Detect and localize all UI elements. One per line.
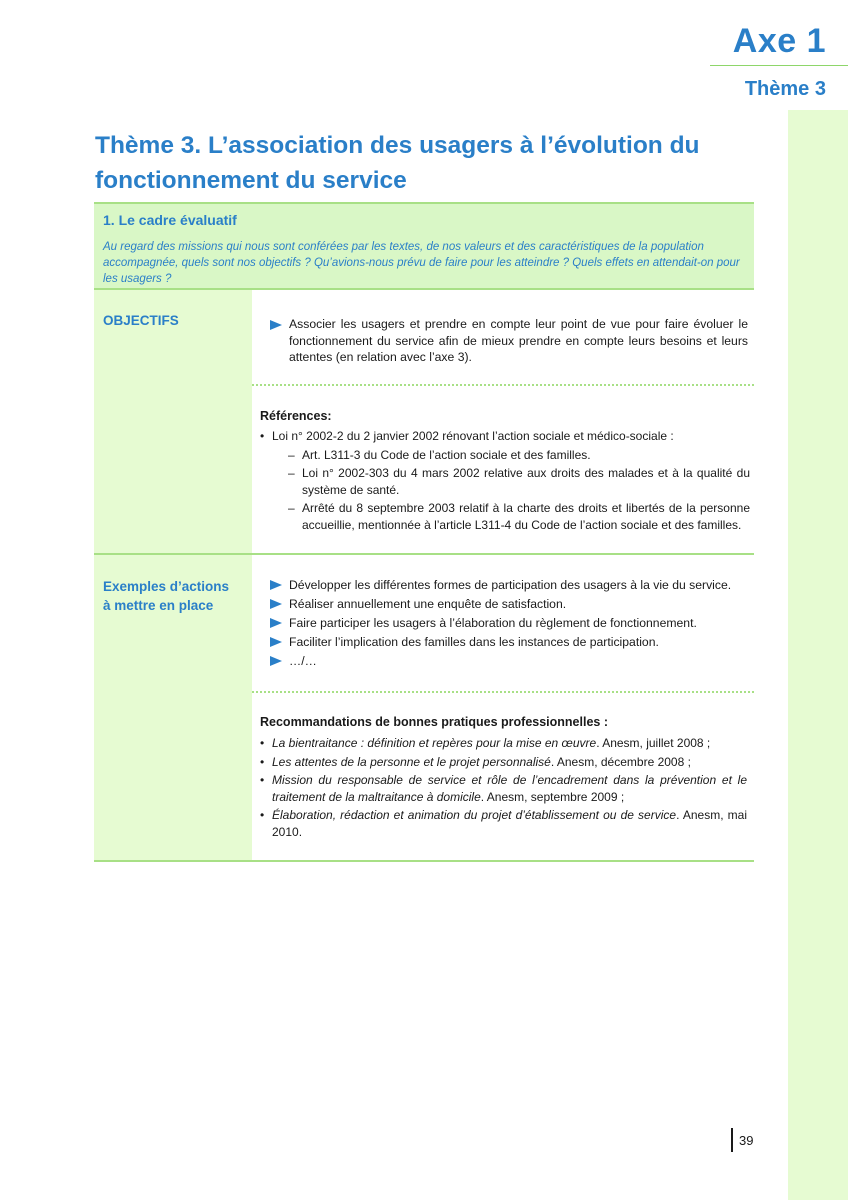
objectif-item xyxy=(270,316,748,366)
reference-main: • Loi n° 2002-2 du 2 janvier 2002 rénovant l’action sociale et médico-sociale : xyxy=(260,429,674,443)
reference-sub-item: – Art. L311-3 du Code de l’action sociale et des familles. xyxy=(288,447,591,462)
recommandation-title: Élaboration, rédaction et animation du projet d’établissement ou de service xyxy=(272,808,677,822)
exemple-text: Faire participer les usagers à l’élaboration du règlement de fonctionnement. xyxy=(289,616,697,630)
recommandation-source: . Anesm, juillet 2008 ; xyxy=(596,736,711,750)
recommandation-title: Les attentes de la personne et le projet personnalisé xyxy=(272,754,551,769)
page-number: 39 xyxy=(739,1133,754,1148)
recommandation-item xyxy=(260,807,747,840)
arrow-bullet-icon xyxy=(270,637,282,647)
references-list xyxy=(260,428,750,535)
recommandations-list xyxy=(260,735,747,842)
reference-sub-text: Loi n° 2002-303 du 4 mars 2002 relative aux droits des malades et à la qualité du système de santé. xyxy=(302,466,750,497)
side-strip xyxy=(788,110,848,1200)
objectifs-label: OBJECTIFS xyxy=(103,313,179,328)
table-bottom-border xyxy=(94,860,754,862)
exemples-label-line2: à mettre en place xyxy=(103,598,214,613)
exemple-item xyxy=(270,614,748,633)
page-number-bar xyxy=(731,1128,733,1152)
exemple-item xyxy=(270,652,748,671)
arrow-bullet-icon xyxy=(270,580,282,590)
recommandation-title: Mission du responsable de service et rôle de l’encadrement dans la prévention et le traitement de la maltraitance à domicile xyxy=(272,773,747,804)
reference-sub-text: Art. L311-3 du Code de l’action sociale et des familles. xyxy=(302,447,591,462)
exemple-text: …/… xyxy=(289,654,317,668)
recommandation-item xyxy=(260,754,747,771)
recommandation-item xyxy=(260,735,747,752)
axe-heading: Axe 1 xyxy=(732,22,826,60)
section-divider xyxy=(94,553,754,555)
recommandation-source: . Anesm, septembre 2009 ; xyxy=(480,789,625,804)
arrow-bullet-icon xyxy=(270,618,282,628)
dotted-divider xyxy=(252,691,754,693)
recommandation-item xyxy=(260,772,747,805)
arrow-bullet-icon xyxy=(270,320,282,330)
reference-sub-text: Arrêté du 8 septembre 2003 relatif à la charte des droits et libertés de la personne accueillie, mentionnée à l’article L311-4 du Code de l’action sociale et des familles. xyxy=(302,501,750,532)
exemples-label-line1: Exemples d’actions xyxy=(103,579,230,594)
page-title: Thème 3. L’association des usagers à l’évolution du fonctionnement du service xyxy=(95,132,700,194)
objectif-text: Associer les usagers et prendre en compte leur point de vue pour faire évoluer le fonctionnement du service afin de mieux prendre en compte leurs besoins et leurs attentes (en relation avec l’axe 3). xyxy=(289,317,748,364)
arrow-bullet-icon xyxy=(270,656,282,666)
reference-main-text: Loi n° 2002-2 du 2 janvier 2002 rénovant l’action sociale et médico-sociale : xyxy=(272,429,674,443)
exemples-list xyxy=(270,576,748,671)
dotted-divider xyxy=(252,384,754,386)
recommandation-title: La bientraitance : définition et repères pour la mise en œuvre xyxy=(272,736,597,750)
recommandation-source: . Anesm, mai 2010. xyxy=(272,808,748,839)
theme-tag: Thème 3 xyxy=(744,78,826,100)
axe-divider xyxy=(710,65,848,66)
cadre-title: 1. Le cadre évaluatif xyxy=(103,212,237,228)
exemple-text: Faciliter l’implication des familles dans les instances de participation. xyxy=(289,635,659,649)
exemples-label xyxy=(103,577,229,615)
exemple-text: Développer les différentes formes de participation des usagers à la vie du service. xyxy=(289,578,732,592)
exemple-item xyxy=(270,633,748,652)
objectifs-list xyxy=(270,316,748,366)
references-title: Références: xyxy=(260,409,332,423)
reference-sub-item: – Arrêté du 8 septembre 2003 relatif à la charte des droits et libertés de la personne accueillie, mentionnée à l’article L311-4 du Code de l’action sociale et des familles. xyxy=(288,501,750,532)
exemple-item xyxy=(270,595,748,614)
reference-sub-item: – Loi n° 2002-303 du 4 mars 2002 relative aux droits des malades et à la qualité du système de santé. xyxy=(288,466,750,497)
cadre-text: Au regard des missions qui nous sont conférées par les textes, de nos valeurs et des caractéristiques de la population accompagnée, quels sont nos objectifs ? Qu’avions-nous prévu de faire pour les atteindre ? Quels effets en attendait-on pour les usagers ? xyxy=(103,241,740,285)
exemple-text: Réaliser annuellement une enquête de satisfaction. xyxy=(289,597,567,611)
cadre-evaluatif-box xyxy=(94,202,754,288)
recommandations-title: Recommandations de bonnes pratiques professionnelles : xyxy=(260,715,608,729)
section-divider xyxy=(94,288,754,290)
arrow-bullet-icon xyxy=(270,599,282,609)
exemple-item xyxy=(270,576,748,595)
recommandation-source: . Anesm, décembre 2008 ; xyxy=(550,754,691,769)
